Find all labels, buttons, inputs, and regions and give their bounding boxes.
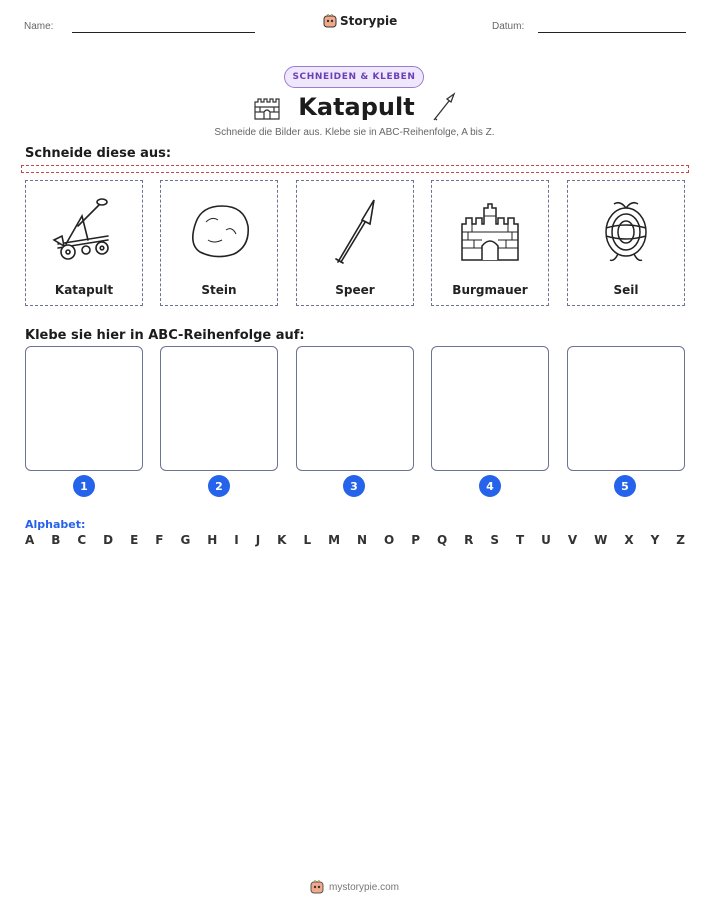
alphabet-letter: Y: [650, 533, 660, 547]
paste-box-3[interactable]: [296, 346, 414, 471]
spear-icon: [330, 196, 380, 266]
alphabet-letter: J: [255, 533, 261, 547]
card-label: Katapult: [54, 283, 114, 297]
alphabet-letter: R: [464, 533, 474, 547]
activity-tag: SCHNEIDEN & KLEBEN: [284, 66, 424, 88]
alphabet-letter: N: [357, 533, 368, 547]
storypie-mascot-icon: [310, 880, 324, 894]
alphabet-letter: B: [51, 533, 61, 547]
footer: [0, 880, 709, 894]
card-label: Seil: [613, 283, 639, 297]
number-badge-3: 3: [343, 475, 365, 497]
instructions: Schneide die Bilder aus. Klebe sie in ABC-Reihenfolge, A bis Z.: [214, 127, 495, 138]
storypie-mascot-icon: [323, 14, 337, 28]
alphabet-letter: M: [328, 533, 341, 547]
brand-logo: [323, 14, 397, 28]
paste-box-5[interactable]: [567, 346, 685, 471]
alphabet-title: Alphabet:: [25, 518, 86, 531]
castle-wall-icon: [458, 200, 522, 262]
rope-icon: [600, 198, 652, 264]
name-label: Name:: [24, 21, 54, 32]
number-badge-1: 1: [73, 475, 95, 497]
number-badge-2: 2: [208, 475, 230, 497]
number-badge-4: 4: [479, 475, 501, 497]
card-label: Speer: [335, 283, 375, 297]
alphabet-letter: L: [303, 533, 312, 547]
alphabet-letter: H: [207, 533, 218, 547]
card-label: Stein: [201, 283, 237, 297]
alphabet-letter: D: [103, 533, 114, 547]
alphabet-letter: F: [155, 533, 164, 547]
alphabet-letter: Z: [676, 533, 685, 547]
alphabet-row: [25, 533, 685, 547]
cut-card-seil[interactable]: [567, 180, 685, 306]
date-label: Datum:: [492, 21, 525, 32]
alphabet-letter: A: [25, 533, 35, 547]
brand-name: Storypie: [340, 14, 398, 28]
alphabet-letter: U: [541, 533, 551, 547]
alphabet-letter: X: [624, 533, 634, 547]
alphabet-letter: P: [411, 533, 420, 547]
alphabet-letter: G: [180, 533, 191, 547]
date-line[interactable]: [538, 32, 686, 33]
cut-card-burgmauer[interactable]: [431, 180, 549, 306]
alphabet-letter: K: [277, 533, 287, 547]
catapult-icon: [48, 196, 120, 266]
card-label: Burgmauer: [452, 283, 528, 297]
alphabet-letter: T: [515, 533, 525, 547]
paste-box-4[interactable]: [431, 346, 549, 471]
alphabet-letter: W: [594, 533, 608, 547]
paste-heading: Klebe sie hier in ABC-Reihenfolge auf:: [25, 328, 305, 343]
footer-link[interactable]: mystorypie.com: [328, 881, 399, 893]
cut-line: [21, 165, 689, 173]
cut-heading: Schneide diese aus:: [25, 146, 172, 161]
alphabet-letter: C: [77, 533, 87, 547]
page-title: Katapult: [298, 93, 415, 121]
paste-box-2[interactable]: [160, 346, 278, 471]
cut-card-katapult[interactable]: [25, 180, 143, 306]
number-badge-5: 5: [614, 475, 636, 497]
alphabet-letter: E: [130, 533, 139, 547]
stone-icon: [186, 200, 252, 262]
cut-card-speer[interactable]: [296, 180, 414, 306]
cut-card-stein[interactable]: [160, 180, 278, 306]
name-line[interactable]: [72, 32, 255, 33]
alphabet-letter: V: [567, 533, 578, 547]
alphabet-letter: O: [384, 533, 395, 547]
alphabet-letter: I: [234, 533, 239, 547]
alphabet-letter: Q: [436, 533, 448, 547]
castle-icon: [252, 94, 282, 120]
title-row: [0, 90, 709, 124]
spear-icon: [431, 92, 457, 122]
paste-box-1[interactable]: [25, 346, 143, 471]
alphabet-letter: S: [490, 533, 499, 547]
